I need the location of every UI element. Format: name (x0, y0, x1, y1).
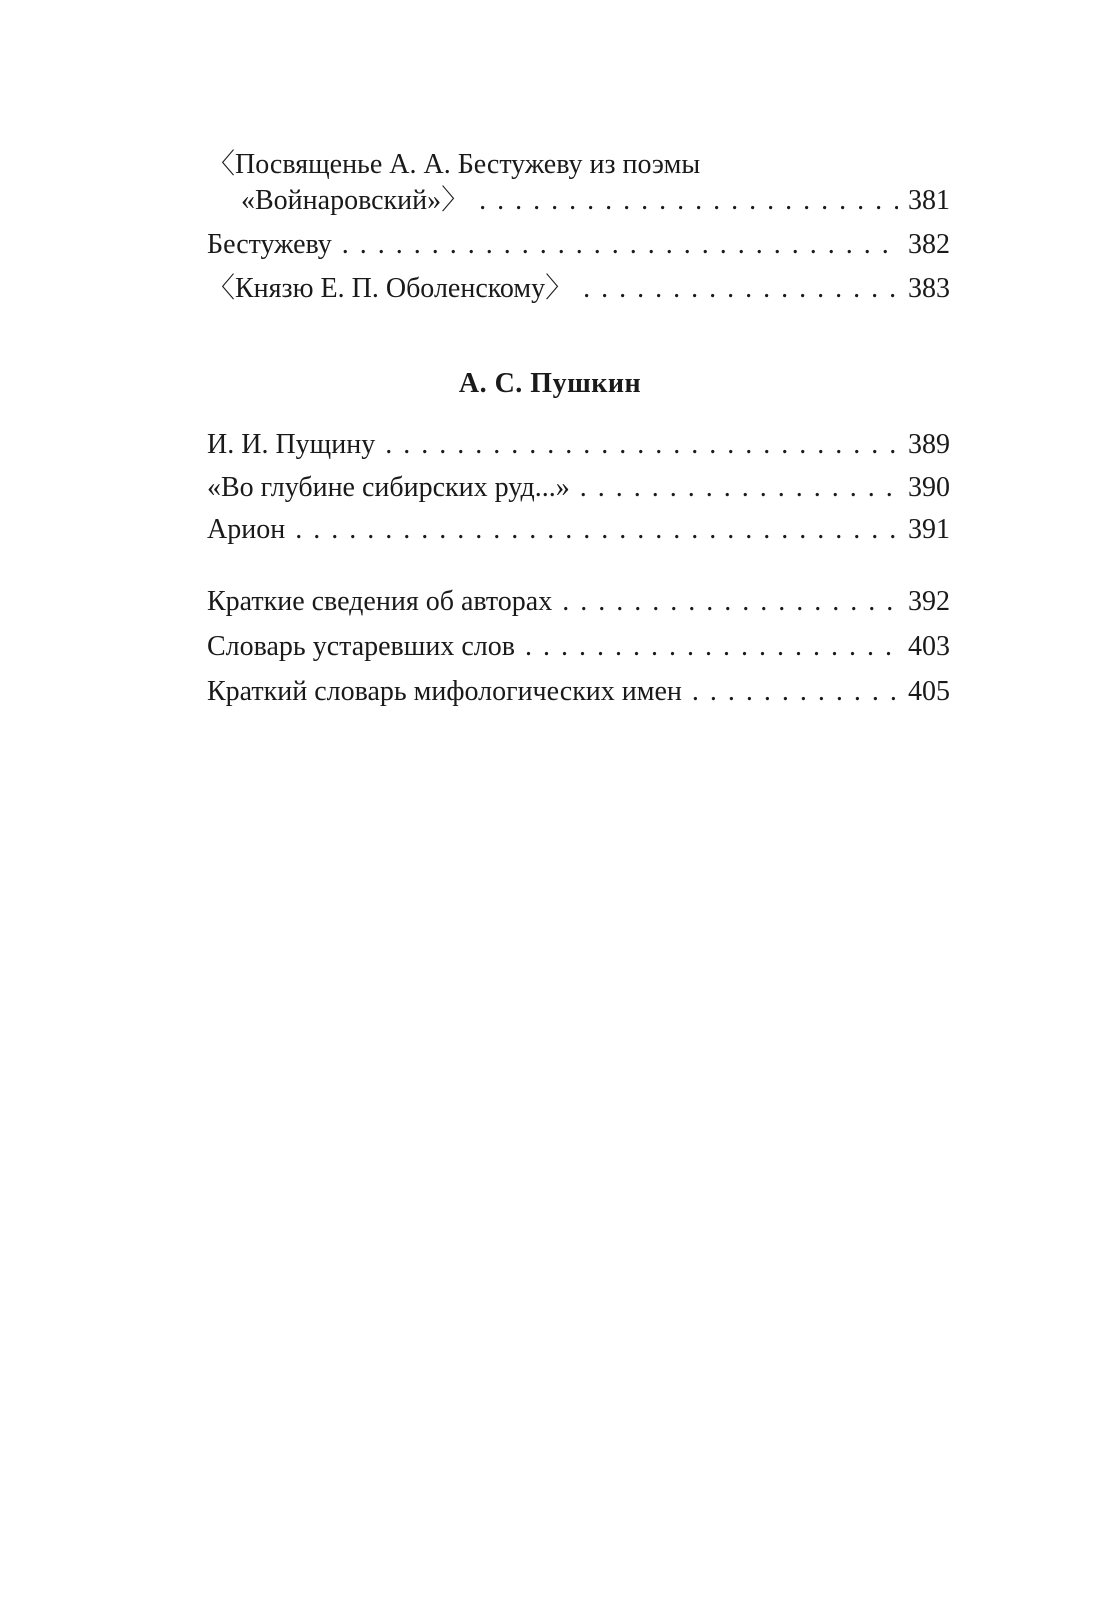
toc-entry-title: «Войнаровский»〉 (241, 185, 470, 216)
toc-entry-page: 383 (908, 273, 950, 304)
toc-entry-page: 391 (908, 514, 950, 545)
toc-entry-page: 381 (908, 185, 950, 216)
toc-entry (207, 228, 950, 262)
dot-leader (295, 513, 898, 547)
dot-leader (580, 471, 898, 505)
dot-leader (479, 184, 898, 218)
toc-entry-page: 392 (908, 586, 950, 617)
toc-entry-title: Краткий словарь мифологических имен (207, 676, 682, 707)
toc-entry-page: 389 (908, 429, 950, 460)
toc-entry-title: Краткие сведения об авторах (207, 586, 553, 617)
toc-entry-title: Арион (207, 514, 286, 545)
toc-entry (207, 471, 950, 505)
toc-entry (207, 272, 950, 306)
dot-leader (562, 585, 898, 619)
toc-entry-page: 390 (908, 472, 950, 503)
toc-entry-title: 〈Князю Е. П. Оболенскому〉 (207, 273, 574, 304)
toc-entry (241, 184, 950, 218)
toc-entry (207, 513, 950, 547)
toc-entry-title-line1: 〈Посвященье А. А. Бестужеву из поэмы (207, 149, 701, 180)
toc-entry-page: 382 (908, 229, 950, 260)
toc-entry-page: 405 (908, 676, 950, 707)
dot-leader (342, 228, 898, 262)
toc-entry-title: Бестужеву (207, 229, 332, 260)
dot-leader (692, 675, 898, 709)
toc-entry-page: 403 (908, 631, 950, 662)
toc-entry (207, 585, 950, 619)
dot-leader (385, 428, 898, 462)
dot-leader (583, 272, 898, 306)
toc-entry (207, 675, 950, 709)
toc-entry-title: И. И. Пущину (207, 429, 376, 460)
toc-entry-title: «Во глубине сибирских руд...» (207, 472, 570, 503)
toc-entry-title: Словарь устаревших слов (207, 631, 515, 662)
dot-leader (525, 630, 898, 664)
section-heading: А. С. Пушкин (458, 368, 642, 399)
toc-entry (207, 428, 950, 462)
toc-entry (207, 630, 950, 664)
